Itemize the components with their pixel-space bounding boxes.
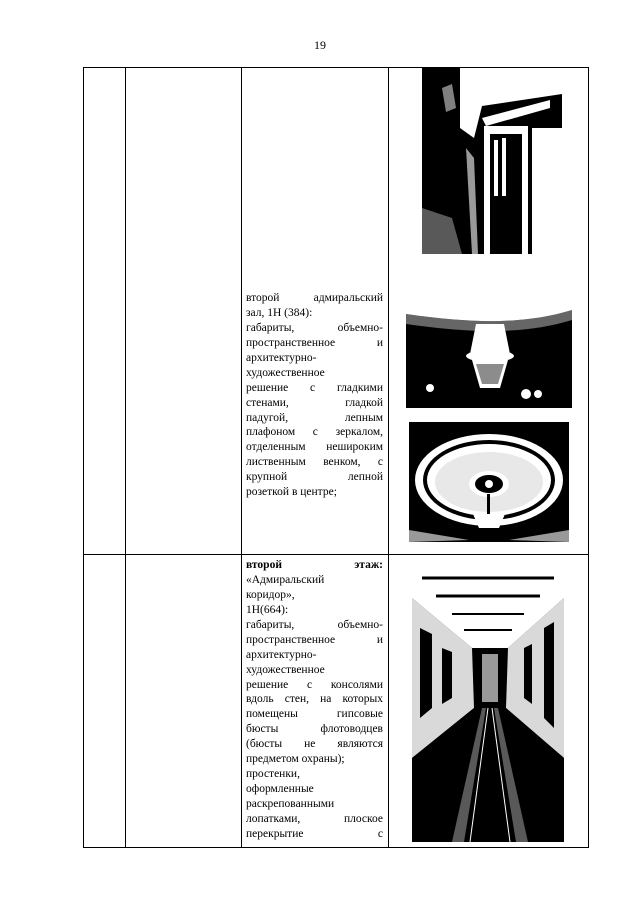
description-line: крупной лепной [246,471,383,484]
object-name-cell [126,555,242,848]
page-number: 19 [314,38,326,52]
description-line: художественное [246,663,325,676]
heritage-table [83,67,589,848]
description-line: архитектурно- [246,351,317,364]
description-line: помещены гипсовые [246,708,383,721]
description-line: падугой, лепным [246,411,383,424]
description-line: решение с консолями [246,678,383,691]
description-line: стенами, гладкой [246,396,383,409]
interior-doorway-photo [422,68,562,254]
description-line: второй адмиральский [246,292,383,304]
description-line: решение с гладкими [246,381,383,394]
description-line: простенки, [246,768,300,781]
description-line: предметом охраны); [246,753,345,766]
table-row [84,555,589,848]
description-line: габариты, объемно- [246,321,383,334]
description-line: 1Н(664): [246,603,289,616]
description-line: перекрытие с [246,827,383,840]
description-line: оформленные [246,783,314,796]
description-line: розеткой в центре; [246,486,337,499]
description-line: вдоль стен, на которых [246,693,383,706]
description-line: художественное [246,366,325,379]
description-line: пространственное и [246,336,383,349]
description-line: коридор», [246,588,295,601]
description-line: бюсты флотоводцев [246,723,383,736]
photo-cell [389,555,589,848]
ceiling-rosette-photo [409,422,569,542]
description-line: зал, 1Н (384): [246,306,313,319]
description-line: плафоном с зеркалом, [246,426,383,439]
corridor-photo [412,558,564,842]
description-line: лиственным венком, с [246,456,383,469]
description-line: раскрепованными [246,798,335,810]
object-name-cell [126,68,242,555]
chandelier-photo [406,284,572,408]
description-line: архитектурно- [246,648,317,661]
description-line: габариты, объемно- [246,618,383,631]
table-row [84,68,589,555]
description-line: «Адмиральский [246,573,325,586]
photo-cell [389,68,589,555]
floor-heading: второй этаж: [246,559,383,571]
description-line: отделенным нешироким [246,441,383,454]
description-line: пространственное и [246,633,383,646]
row-number-cell [84,68,126,555]
description-cell [242,68,389,555]
description-line: лопатками, плоское [246,812,383,825]
row-number-cell [84,555,126,848]
description-line: (бюсты не являются [246,738,383,751]
description-cell [242,555,389,848]
